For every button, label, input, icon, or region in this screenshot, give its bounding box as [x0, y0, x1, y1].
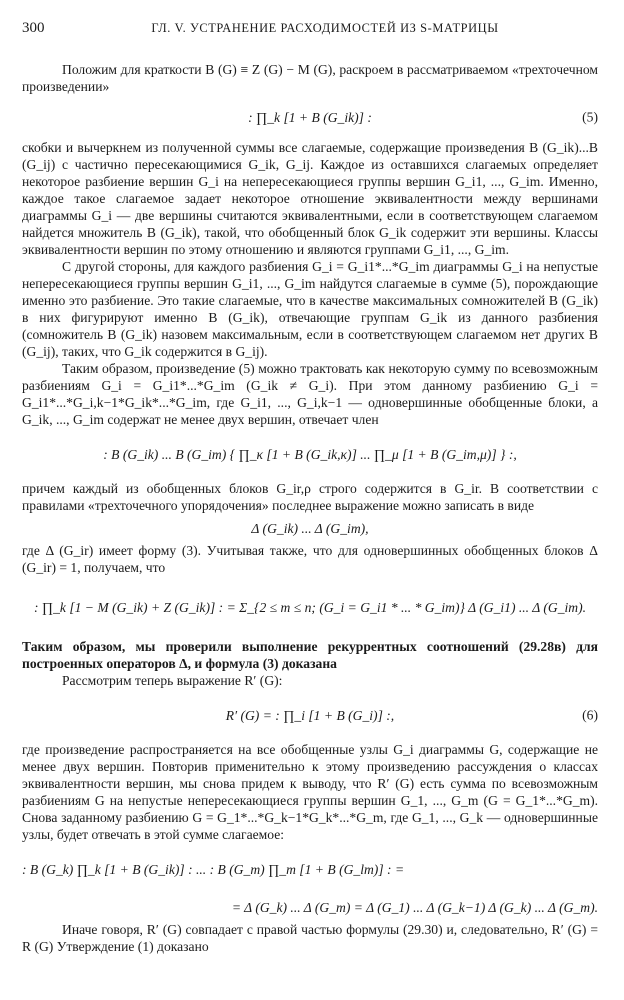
paragraph-8: Рассмотрим теперь выражение R′ (G):	[62, 673, 283, 688]
equation-term	[22, 430, 598, 478]
equation-term-body: : B (G_ik) ... B (G_im) { ∏_κ [1 + B (G_ik,κ)] ... ∏_μ [1 + B (G_im,μ)] } :,	[103, 446, 517, 462]
equation-5-number: (5)	[582, 109, 598, 125]
paragraph-5: причем каждый из обобщенных блоков G_ir,ρ строго содержится в G_ir. В соответствии с правилами «трехточечного упорядочения» последнее выражение можно записать в виде	[22, 481, 598, 513]
paragraph-1: Положим для краткости B (G) ≡ Z (G) − M (G), раскроем в рассматриваемом «трехточечном произведении»	[22, 62, 598, 94]
equation-5-body: : ∏_k [1 + B (G_ik)] :	[248, 109, 372, 125]
equation-delta-product-body: Δ (G_ik) ... Δ (G_im),	[251, 520, 369, 536]
paragraph-10: Иначе говоря, R′ (G) совпадает с правой частью формулы (29.30) и, следовательно, R′ (G) = R (G) Утверждение (1) доказано	[22, 922, 598, 954]
equation-last-line-1	[22, 845, 598, 893]
equation-sum-body: : ∏_k [1 − M (G_ik) + Z (G_ik)] : = Σ_{2 ≤ m ≤ n; (G_i = G_i1 * ... * G_im)} Δ (G_i1) ... Δ (G_im).	[33, 599, 587, 615]
equation-last-line-2-body: = Δ (G_k) ... Δ (G_m) = Δ (G_1) ... Δ (G_k−1) Δ (G_k) ... Δ (G_m).	[231, 899, 598, 915]
page-number: 300	[22, 20, 45, 36]
paragraph-6: где Δ (G_ir) имеет форму (3). Учитывая также, что для одновершинных обобщенных блоков Δ (G_ir) = 1, получаем, что	[22, 543, 598, 575]
equation-delta-product	[22, 516, 598, 540]
paragraph-4: Таким образом, произведение (5) можно трактовать как некоторую сумму по всевозможным разбиениям G_i = G_i1*...*G_im (G_ik ≠ G_i). При этом данному разбиению G_i = G_i1*...*G_i,k−1*G_ik*...*G_im, где G_i1, ..., G_i,k−1 — одновершинные обобщенные блоки, а G_ik, ..., G_im содержат не менее двух вершин, отвечает член	[22, 361, 598, 427]
equation-6-number: (6)	[582, 707, 598, 723]
paragraph-9: где произведение распространяется на все обобщенные узлы G_i диаграммы G, содержащие не менее двух вершин. Повторив применительно к этому произведению рассуждения о классах эквивалентности вершин, мы снова придем к выводу, что R′ (G) есть сумма по всевозможным разбиениям G на непустые непересекающиеся группы вершин G_1, ..., G_m (G = G_1*...*G_m). Снова заданному разбиению G = G_1*...*G_k−1*G_k*...*G_m, где G_1, ..., G_k — одновершинные узлы, будет отвечать в этой сумме слагаемое:	[22, 742, 598, 842]
running-title: ГЛ. V. УСТРАНЕНИЕ РАСХОДИМОСТЕЙ ИЗ S-МАТРИЦЫ	[151, 21, 499, 35]
page-header	[22, 20, 598, 37]
equation-last-line-1-body: : B (G_k) ∏_k [1 + B (G_ik)] : ... : B (G_m) ∏_m [1 + B (G_lm)] : =	[22, 861, 405, 877]
equation-last-line-2	[22, 895, 598, 919]
equation-5	[22, 97, 598, 137]
equation-sum	[22, 578, 598, 636]
paragraph-7: Таким образом, мы проверили выполнение рекуррентных соотношений (29.28в) для построенных операторов Δ, и формула (3) доказана	[22, 639, 598, 671]
paragraph-3: С другой стороны, для каждого разбиения G_i = G_i1*...*G_im диаграммы G_i на непустые непересекающиеся группы вершин G_i1, ..., G_im найдутся слагаемые в сумме (5), порождающие именно это разбиение. Это такие слагаемые, что в качестве максимальных сомножителей B (G_ik) в них фигурируют именно B (G_ik), отвечающие группам G_ik из данного разбиения (сомножитель B (G_ik) назовем максимальным, если в соответствующем слагаемом нет других B (G_ij), таких, что G_ik содержится в G_ij).	[22, 259, 598, 359]
equation-6-body: R′ (G) = : ∏_i [1 + B (G_i)] :,	[225, 707, 395, 723]
equation-6	[22, 691, 598, 739]
paragraph-2: скобки и вычеркнем из полученной суммы все слагаемые, содержащие произведения B (G_ik)...B (G_ij) с частично пересекающимися G_ik, G_ij. Каждое из оставшихся слагаемых определяет некоторое разбиение вершин G_i на непересекающиеся группы вершин G_i1, ..., G_im. Именно, каждое такое слагаемое задает некоторое отношение эквивалентности между вершинами диаграммы G_i — две вершины считаются эквивалентными, если в соответствующем слагаемом найдется множитель B (G_ik), такой, что обобщенный блок G_ik содержит эти вершины. Классы эквивалентности вершин по этому отношению и являются группами G_i1, ..., G_im.	[22, 140, 598, 257]
